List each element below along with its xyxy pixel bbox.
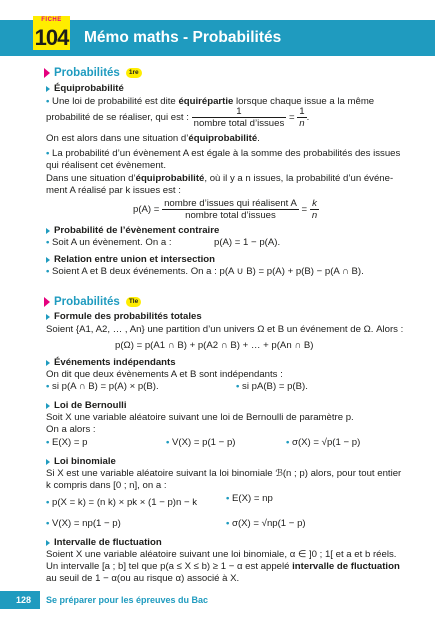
heading-marker-icon — [46, 86, 50, 92]
heading-binomiale — [46, 456, 116, 468]
text: , où il y a n issues, la probabilité d’un événe- — [204, 173, 394, 184]
numerator: k — [310, 198, 319, 210]
heading-equiprobabilite — [46, 83, 124, 95]
text: E(X) = np — [232, 493, 273, 504]
text: La probabilité d’un évènement A est égale à la somme des probabilités des issues — [52, 148, 401, 159]
denominator: nombre total d’issues — [193, 118, 285, 129]
contraire-formula: p(A) = 1 − p(A). — [214, 237, 281, 248]
binomiale-bullet-4 — [226, 518, 306, 530]
text: Une loi de probabilité est dite — [52, 96, 179, 107]
fiche-label: FICHE — [33, 16, 70, 25]
bernoulli-bullet-3 — [286, 437, 360, 449]
text-line: Soient {A1, A2, … , An} une partition d’un univers Ω et B un événement de Ω. Alors : — [46, 324, 404, 335]
binomiale-bullet-3 — [46, 518, 121, 530]
heading-contraire — [46, 225, 219, 237]
text: V(X) = p(1 − p) — [172, 437, 236, 448]
bullet-icon: • — [46, 96, 50, 107]
bullet-icon: • — [46, 497, 50, 508]
text-line: qui réalisent cet évènement. — [46, 160, 166, 171]
heading-fluctuation — [46, 537, 162, 549]
equip-bullet-2 — [46, 148, 400, 160]
bullet-icon: • — [226, 518, 230, 529]
heading-text: Loi de Bernoulli — [54, 400, 127, 411]
text: V(X) = np(1 − p) — [52, 518, 121, 529]
denominator: n — [299, 118, 305, 129]
page-number: 128 — [16, 595, 32, 605]
heading-union — [46, 254, 215, 266]
equip-line-2 — [46, 106, 309, 129]
denominator: nombre total d’issues — [185, 210, 276, 221]
bullet-icon: • — [226, 493, 230, 504]
level-badge: 1re — [126, 68, 142, 78]
text: Soient A et B deux événements. On a : p(A ∪ B) = p(A) + p(B) − p(A ∩ B). — [52, 266, 364, 277]
text: E(X) = p — [52, 437, 88, 448]
heading-text: Événements indépendants — [54, 357, 176, 368]
text-line: On a alors : — [46, 424, 96, 435]
bullet-icon: • — [166, 437, 170, 448]
binomiale-bullet-2 — [226, 493, 273, 505]
text: . — [306, 112, 310, 124]
heading-text: Loi binomiale — [54, 456, 116, 467]
bold-text: intervalle de fluctuation — [292, 561, 400, 572]
denominator: n — [311, 210, 318, 221]
fiche-badge — [33, 16, 70, 52]
equiprobability-formula — [133, 198, 319, 221]
text: probabilité de se réaliser, qui est : — [46, 112, 189, 124]
fraction — [310, 198, 319, 221]
equip-situation — [46, 133, 260, 145]
bullet-icon: • — [286, 437, 290, 448]
section-title: Probabilités — [54, 66, 120, 79]
heading-marker-icon — [46, 403, 50, 409]
heading-marker-icon — [46, 459, 50, 465]
level-badge: Tle — [126, 297, 141, 307]
section-title: Probabilités — [54, 295, 120, 308]
page-title: Mémo maths - Probabilités — [84, 29, 282, 46]
fiche-number: 104 — [34, 25, 69, 50]
footer-text: Se préparer pour les épreuves du Bac — [46, 595, 209, 605]
fraction — [162, 198, 299, 221]
fraction — [192, 106, 287, 129]
indep-bullet-2 — [236, 381, 308, 393]
text-line: Si X est une variable aléatoire suivant la loi binomiale ℬ(n ; p) alors, pour tout entier — [46, 468, 402, 479]
heading-marker-icon — [46, 540, 50, 546]
equip-paragraph-3 — [46, 173, 393, 185]
bold-text: équiprobabilité — [188, 133, 258, 144]
text: si p(A ∩ B) = p(A) × p(B). — [52, 381, 159, 392]
heading-text: Relation entre union et intersection — [54, 254, 215, 265]
text-line: k compris dans [0 ; n], on a : — [46, 480, 167, 491]
binomiale-bullet-1 — [46, 497, 197, 509]
bullet-icon: • — [46, 381, 50, 392]
bernoulli-bullet-1 — [46, 437, 88, 449]
text: Un intervalle [a ; b] tel que p(a ≤ X ≤ b) ≥ 1 − α est appelé — [46, 561, 293, 572]
heading-text: Intervalle de fluctuation — [54, 537, 162, 548]
union-line — [46, 266, 364, 278]
heading-independants — [46, 357, 176, 369]
text: = — [288, 112, 295, 124]
numerator: 1 — [192, 106, 287, 118]
text: p(X = k) = (n k) × pk × (1 − p)n − k — [52, 497, 198, 508]
text-line: au seuil de 1 − α(ou au risque α) associé à X. — [46, 573, 240, 584]
numerator: nombre d’issues qui réalisent A — [164, 198, 297, 209]
bullet-icon: • — [46, 437, 50, 448]
heading-text: Formule des probabilités totales — [54, 311, 202, 322]
bullet-icon: • — [46, 237, 50, 248]
heading-marker-icon — [46, 257, 50, 263]
text: Soit A un évènement. On a : — [52, 237, 172, 248]
bullet-icon: • — [46, 266, 50, 277]
text: lorsque chaque issue a la même — [233, 96, 375, 107]
bullet-icon: • — [46, 148, 50, 159]
totales-formula: p(Ω) = p(A1 ∩ B) + p(A2 ∩ B) + … + p(An ∩ B) — [115, 340, 314, 351]
heading-text: Équiprobabilité — [54, 83, 124, 94]
triangle-icon — [44, 297, 50, 307]
text-line: Soit X une variable aléatoire suivant une loi de Bernoulli de paramètre p. — [46, 412, 354, 423]
text-line: On dit que deux évènements A et B sont indépendants : — [46, 369, 283, 380]
numerator: 1 — [299, 106, 305, 117]
section-heading-tle — [44, 295, 141, 309]
bold-text: équiprobabilité — [135, 173, 205, 184]
bullet-icon: • — [236, 381, 240, 392]
text: σ(X) = √p(1 − p) — [292, 437, 361, 448]
contraire-line — [46, 237, 172, 249]
indep-bullet-1 — [46, 381, 159, 393]
text-line: ment A réalisé par k issues est : — [46, 185, 181, 196]
text: On est alors dans une situation d’ — [46, 133, 189, 144]
section-heading-1re — [44, 66, 142, 80]
text: . — [257, 133, 260, 144]
triangle-icon — [44, 68, 50, 78]
fluct-line-2 — [46, 561, 400, 573]
heading-marker-icon — [46, 314, 50, 320]
text: si pA(B) = p(B). — [242, 381, 308, 392]
text-line: Soient X une variable aléatoire suivant une loi binomiale, α ∈ ]0 ; 1[ et a et b réels. — [46, 549, 397, 560]
heading-marker-icon — [46, 360, 50, 366]
bold-text: équirépartie — [178, 96, 234, 107]
text: Dans une situation d’ — [46, 173, 136, 184]
bullet-icon: • — [46, 518, 50, 529]
heading-marker-icon — [46, 228, 50, 234]
text: σ(X) = √np(1 − p) — [232, 518, 306, 529]
heading-text: Probabilité de l’évènement contraire — [54, 225, 220, 236]
fraction — [297, 106, 306, 129]
heading-totales — [46, 311, 202, 323]
text: = — [301, 204, 308, 216]
bernoulli-bullet-2 — [166, 437, 235, 449]
text: p(A) = — [133, 204, 160, 216]
heading-bernoulli — [46, 400, 127, 412]
